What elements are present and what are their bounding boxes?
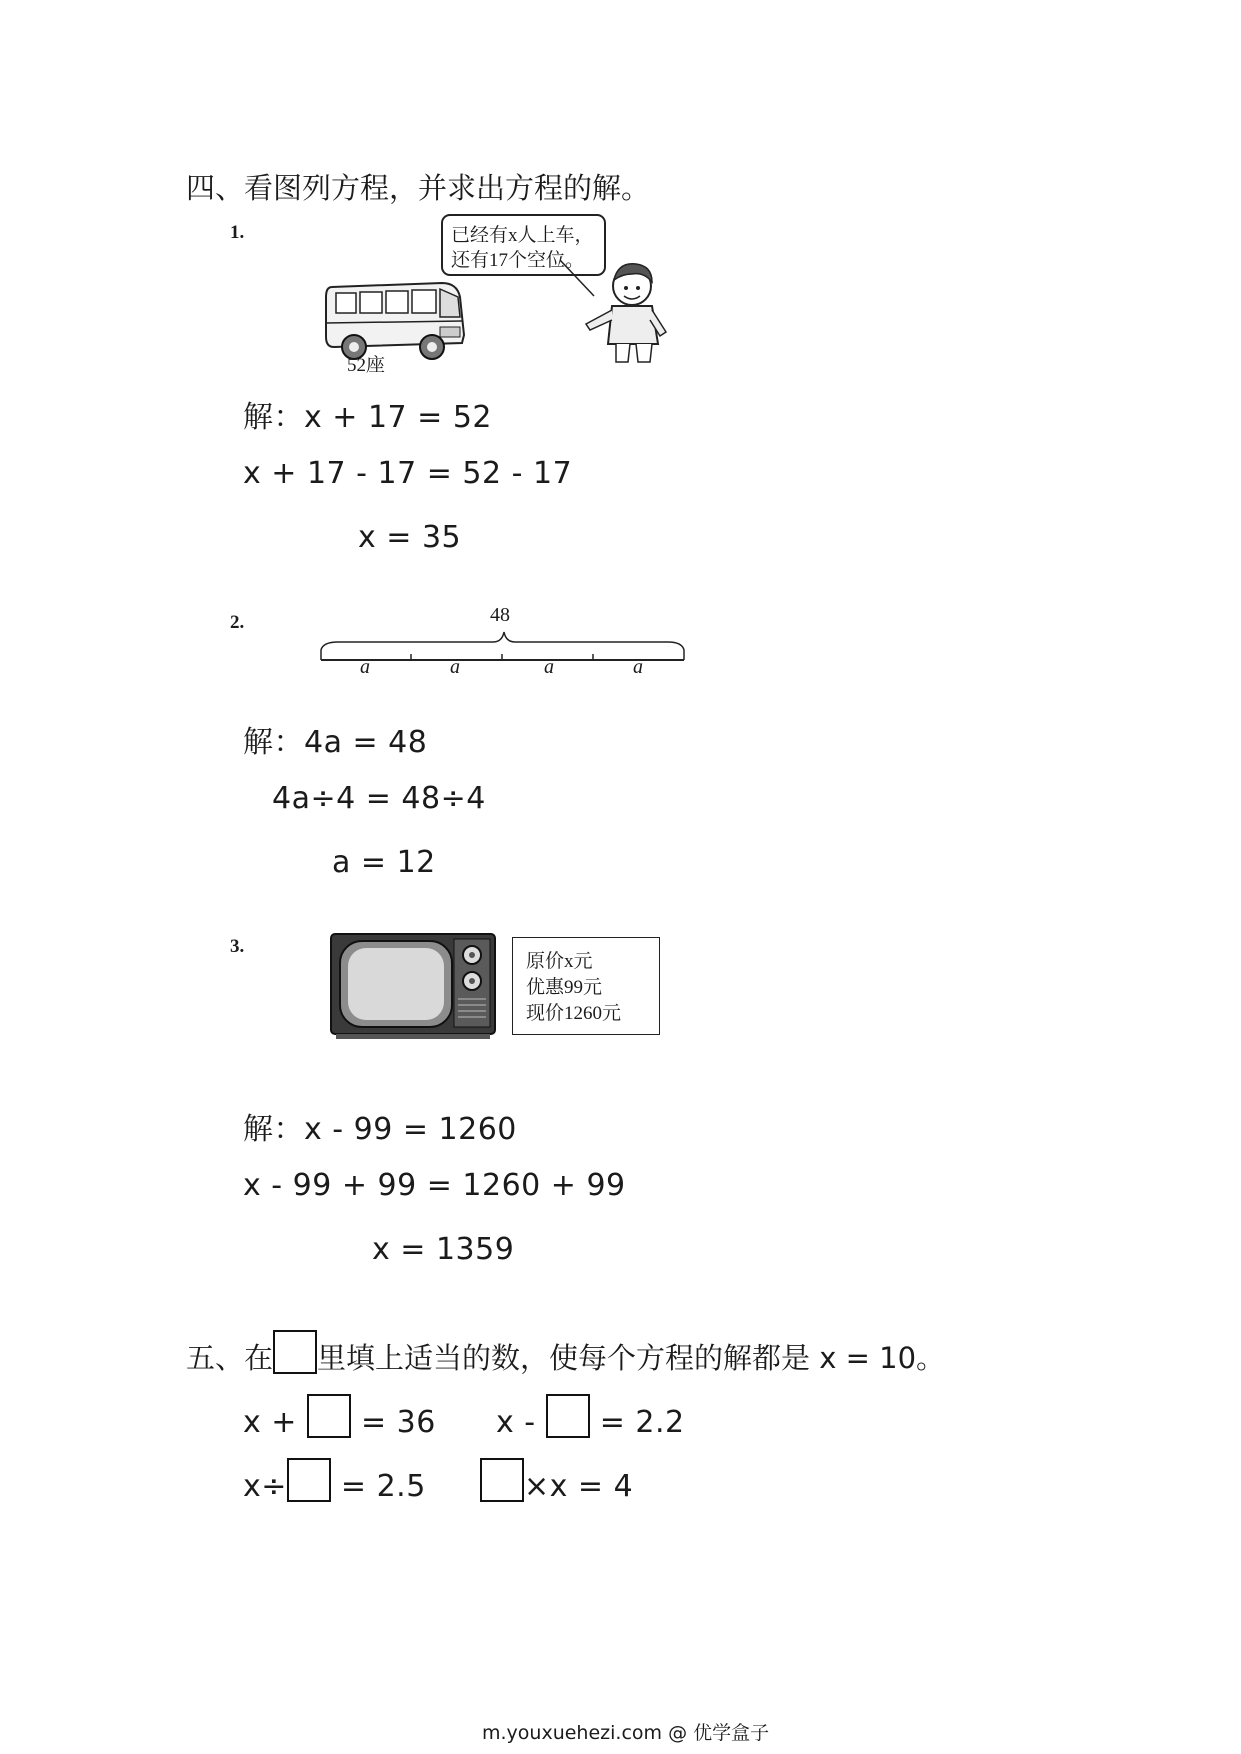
discount-text: 优惠99元 bbox=[526, 977, 603, 998]
p1-solution-line-2: x + 17 - 17 = 52 - 17 bbox=[243, 456, 573, 491]
answer-box-sample bbox=[273, 1330, 317, 1374]
eq1-right: = 36 bbox=[350, 1405, 436, 1440]
eq2-right: = 2.2 bbox=[589, 1405, 685, 1440]
segment-label: a bbox=[544, 656, 554, 678]
eq3-left: x÷ bbox=[243, 1469, 287, 1504]
segment-label: a bbox=[360, 656, 370, 678]
segment-label: a bbox=[633, 656, 643, 678]
speech-line-2: 还有17个空位。 bbox=[451, 250, 585, 271]
p3-solution-line-3: x = 1359 bbox=[372, 1232, 515, 1267]
tv-illustration bbox=[330, 933, 496, 1041]
original-price-text: 原价x元 bbox=[526, 951, 593, 972]
answer-box-2[interactable] bbox=[546, 1394, 590, 1438]
speech-line-1: 已经有x人上车， bbox=[451, 225, 594, 246]
boy-illustration bbox=[560, 258, 680, 368]
problem-2-number: 2. bbox=[230, 612, 245, 633]
bus-illustration bbox=[322, 275, 472, 365]
answer-box-4[interactable] bbox=[480, 1458, 524, 1502]
eq1-left: x + bbox=[243, 1405, 307, 1440]
problem-3-number: 3. bbox=[230, 936, 245, 957]
p3-solution-line-2: x - 99 + 99 = 1260 + 99 bbox=[243, 1168, 626, 1203]
footer-text: m.youxuehezi.com @ 优学盒子 bbox=[482, 1722, 770, 1744]
p2-solution-line-3: a = 12 bbox=[332, 845, 436, 880]
equation-2 bbox=[496, 1394, 685, 1440]
p1-solution-line-3: x = 35 bbox=[358, 520, 462, 555]
equation-4 bbox=[480, 1458, 633, 1504]
p2-solution-line-2: 4a÷4 = 48÷4 bbox=[272, 781, 486, 816]
eq4-right: ×x = 4 bbox=[524, 1469, 634, 1504]
answer-box-1[interactable] bbox=[307, 1394, 351, 1438]
answer-box-3[interactable] bbox=[287, 1458, 331, 1502]
price-info-box bbox=[512, 937, 660, 1035]
current-price-text: 现价1260元 bbox=[526, 1003, 622, 1024]
p3-solution-line-1: 解：x - 99 = 1260 bbox=[243, 1112, 517, 1147]
p1-solution-line-1: 解：x + 17 = 52 bbox=[243, 400, 493, 435]
section-5-title bbox=[186, 1330, 945, 1377]
eq3-right: = 2.5 bbox=[330, 1469, 426, 1504]
section-5-title-end: 里填上适当的数，使每个方程的解都是 x = 10。 bbox=[317, 1341, 946, 1375]
diagram-total-label: 48 bbox=[490, 604, 510, 626]
section-5-title-start: 五、在 bbox=[186, 1341, 274, 1375]
segment-label: a bbox=[450, 656, 460, 678]
problem-1-number: 1. bbox=[230, 222, 245, 243]
equation-3 bbox=[243, 1458, 426, 1504]
section-4-title: 四、看图列方程，并求出方程的解。 bbox=[186, 171, 651, 205]
equation-1 bbox=[243, 1394, 436, 1440]
p2-solution-line-1: 解：4a = 48 bbox=[243, 725, 428, 760]
bus-seat-label: 52座 bbox=[347, 355, 386, 376]
eq2-left: x - bbox=[496, 1405, 546, 1440]
